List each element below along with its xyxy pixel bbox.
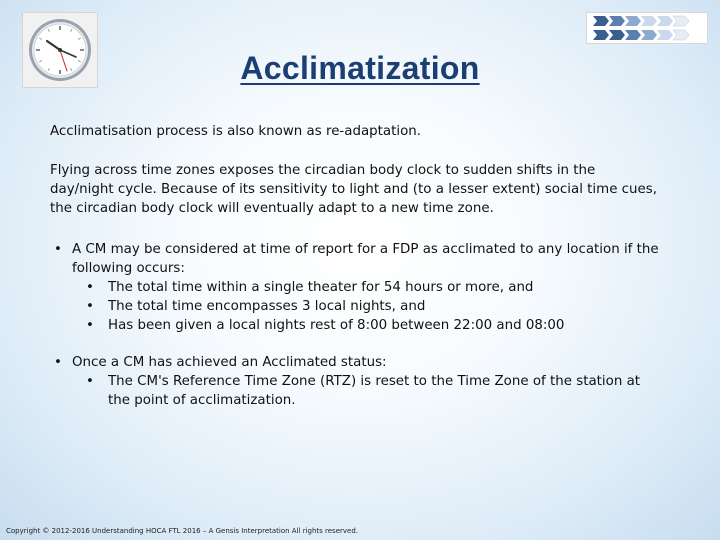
bullet-dot: •	[86, 374, 94, 389]
sub-bullet-text: The total time within a single theater for 54 hours or more, and	[108, 280, 534, 295]
progress-chevrons	[586, 12, 708, 44]
bullet-text: Once a CM has achieved an Acclimated status:	[72, 355, 387, 370]
bullet-dot: •	[86, 280, 94, 295]
bullet-item	[50, 353, 660, 410]
bullet-dot: •	[86, 299, 94, 314]
sub-bullet-item	[72, 278, 660, 297]
bullet-dot: •	[54, 242, 62, 257]
sub-bullet-text: Has been given a local nights rest of 8:00 between 22:00 and 08:00	[108, 318, 565, 333]
sub-bullet-item	[72, 297, 660, 316]
sub-bullet-item	[72, 316, 660, 335]
intro-text: Acclimatisation process is also known as re-adaptation.	[50, 124, 422, 139]
progress-chevrons-icon	[587, 13, 707, 43]
bullet-text: A CM may be considered at time of report for a FDP as acclimated to any location if the following occurs:	[72, 242, 659, 276]
bullet-dot: •	[54, 355, 62, 370]
sub-bullet-text: The total time encompasses 3 local nights, and	[108, 299, 426, 314]
copyright-footer: Copyright © 2012-2016 Understanding HOCA FTL 2016 – A Gensis Interpretation All rights reserved.	[6, 527, 358, 535]
sub-bullet-text: The CM's Reference Time Zone (RTZ) is reset to the Time Zone of the station at the point of acclimatization.	[108, 374, 641, 408]
slide-content	[50, 122, 660, 428]
slide-title: Acclimatization	[240, 50, 480, 86]
bullet-dot: •	[86, 318, 94, 333]
bullet-item	[50, 240, 660, 335]
body-paragraph: Flying across time zones exposes the circadian body clock to sudden shifts in the day/night cycle. Because of its sensitivity to light and (to a lesser extent) social time cues, the circadian body clock will eventually adapt to a new time zone.	[50, 163, 658, 216]
sub-bullet-item	[72, 372, 660, 410]
